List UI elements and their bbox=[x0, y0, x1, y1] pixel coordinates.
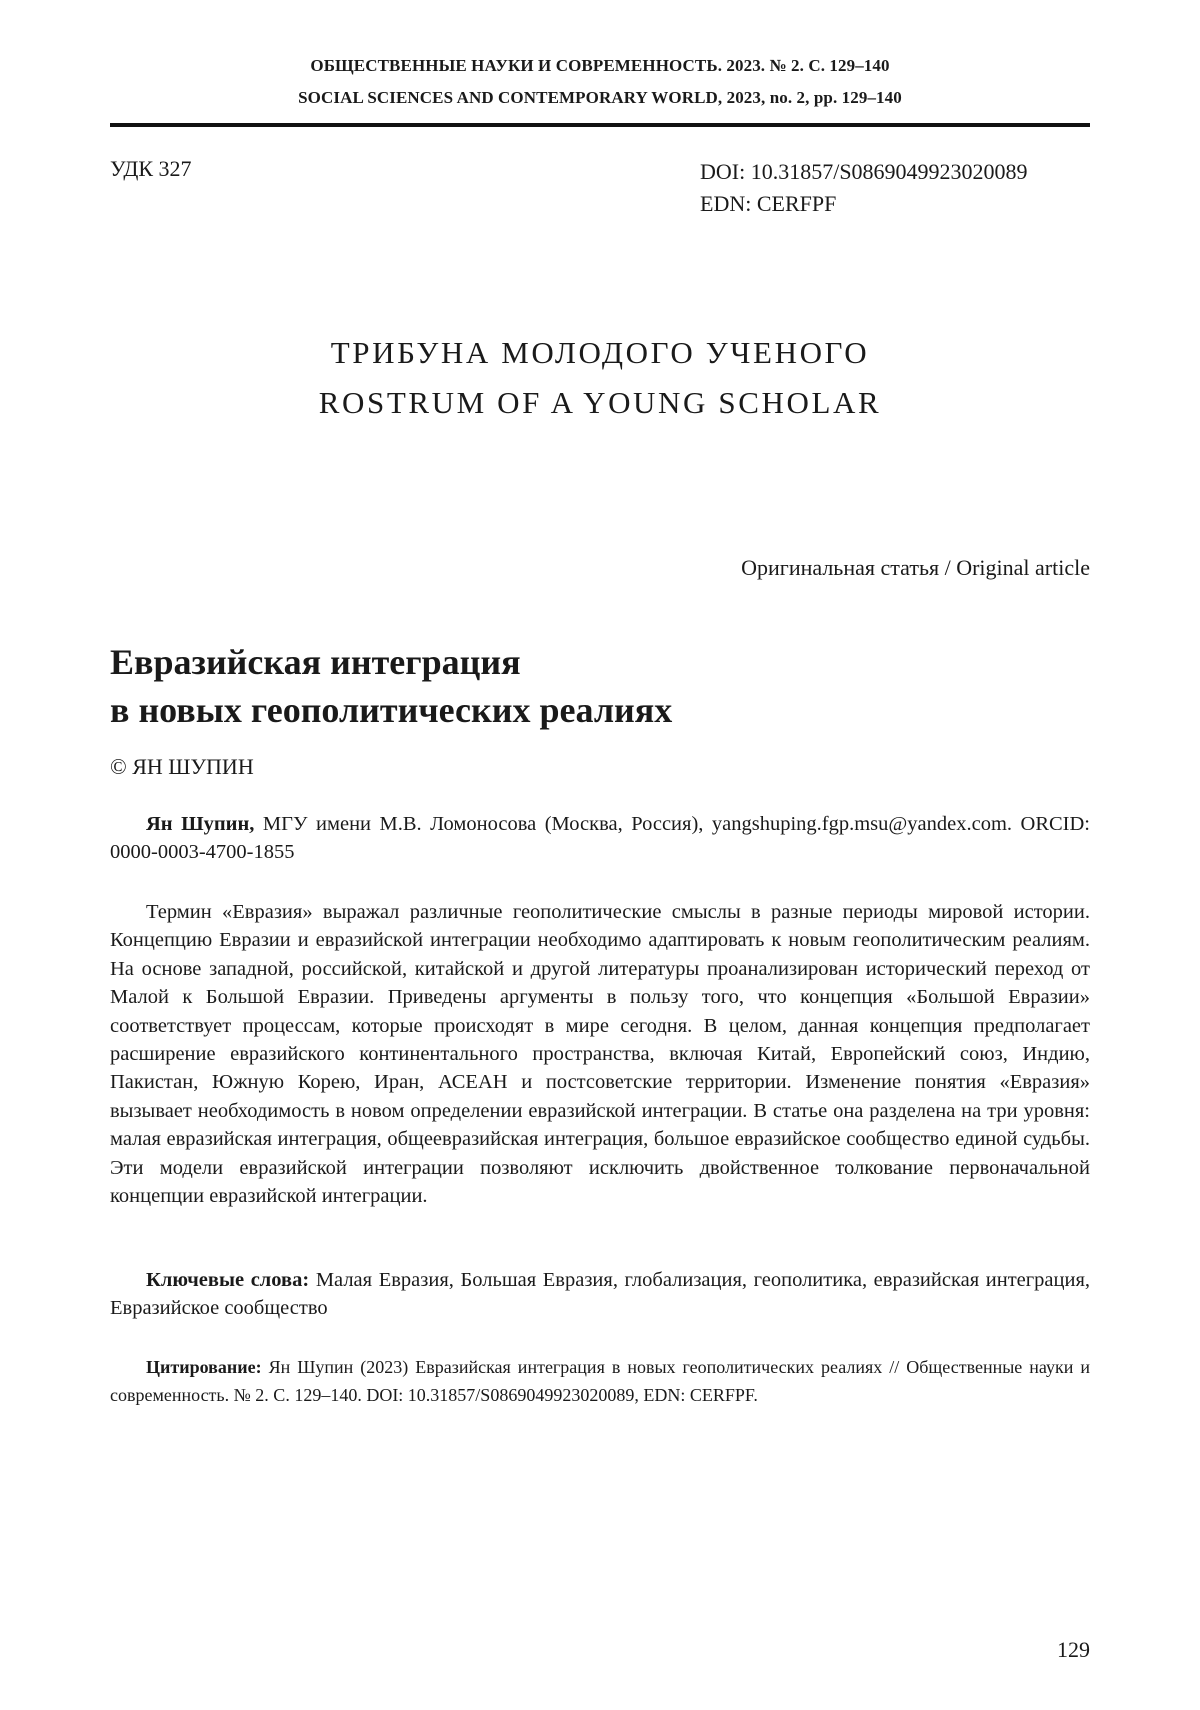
section-heading-en: ROSTRUM OF A YOUNG SCHOLAR bbox=[318, 385, 882, 420]
citation bbox=[110, 1353, 1090, 1409]
keywords bbox=[110, 1266, 1090, 1322]
header-rule bbox=[110, 123, 1090, 127]
author-info bbox=[110, 810, 1090, 866]
keywords-label: Ключевые слова: bbox=[146, 1269, 310, 1291]
article-title-line-1: Евразийская интеграция bbox=[110, 642, 521, 682]
article-title bbox=[110, 638, 672, 734]
article-title-line-2: в новых геополитических реалиях bbox=[110, 690, 673, 730]
doi: DOI: 10.31857/S0869049923020089 bbox=[700, 159, 1028, 184]
abstract: Термин «Евразия» выражал различные геополитические смыслы в разные периоды мировой истории. Концепцию Евразии и евразийской интеграции необходимо адаптировать к новым геополитическим реалиям. На основе западной, российской, китайской и другой литературы проанализирован исторический переход от Малой к Большой Евразии. Приведены аргументы в пользу того, что концепция «Большой Евразии» соответствует процессам, которые происходят в мире сегодня. В целом, данная концепция предполагает расширение евразийского континентального пространства, включая Китай, Европейский союз, Индию, Пакистан, Южную Корею, Иран, АСЕАН и постсоветские территории. Изменение понятия «Евразия» вызывает необходимость в новом определении евразийской интеграции. В статье она разделена на три уровня: малая евразийская интеграция, общеевразийская интеграция, большое евразийское сообщество единой судьбы. Эти модели евразийской интеграции позволяют исключить двойственное толкование первоначальной концепции евразийской интеграции. bbox=[110, 901, 1090, 1208]
keywords-text: Малая Евразия, Большая Евразия, глобализация, геополитика, евразийская интеграция, Евразийское сообщество bbox=[110, 1269, 1091, 1319]
running-header-en: SOCIAL SCIENCES AND CONTEMPORARY WORLD, 2023, no. 2, pp. 129–140 bbox=[298, 88, 902, 107]
article-identifiers bbox=[700, 156, 1028, 220]
running-header bbox=[110, 50, 1090, 114]
copyright-author: © ЯН ШУПИН bbox=[110, 754, 254, 779]
udk-code: УДК 327 bbox=[110, 156, 192, 181]
edn: EDN: CERFPF bbox=[700, 191, 837, 216]
article-type: Оригинальная статья / Original article bbox=[741, 555, 1090, 580]
section-heading-ru: ТРИБУНА МОЛОДОГО УЧЕНОГО bbox=[330, 335, 870, 370]
citation-label: Цитирование: bbox=[146, 1357, 262, 1377]
running-header-ru: ОБЩЕСТВЕННЫЕ НАУКИ И СОВРЕМЕННОСТЬ. 2023. № 2. С. 129–140 bbox=[310, 56, 890, 75]
section-heading bbox=[110, 328, 1090, 428]
citation-text: Ян Шупин (2023) Евразийская интеграция в новых геополитических реалиях // Общественные науки и современность. № 2. С. 129–140. DOI: 10.31857/S0869049923020089, EDN: CERFPF. bbox=[110, 1357, 1090, 1405]
page-number: 129 bbox=[1057, 1637, 1090, 1662]
author-name: Ян Шупин, bbox=[146, 813, 255, 835]
author-affiliation: МГУ имени М.В. Ломоносова (Москва, Россия), yangshuping.fgp.msu@yandex.com. ORCID: 0000-0003-4700-1855 bbox=[110, 813, 1091, 863]
